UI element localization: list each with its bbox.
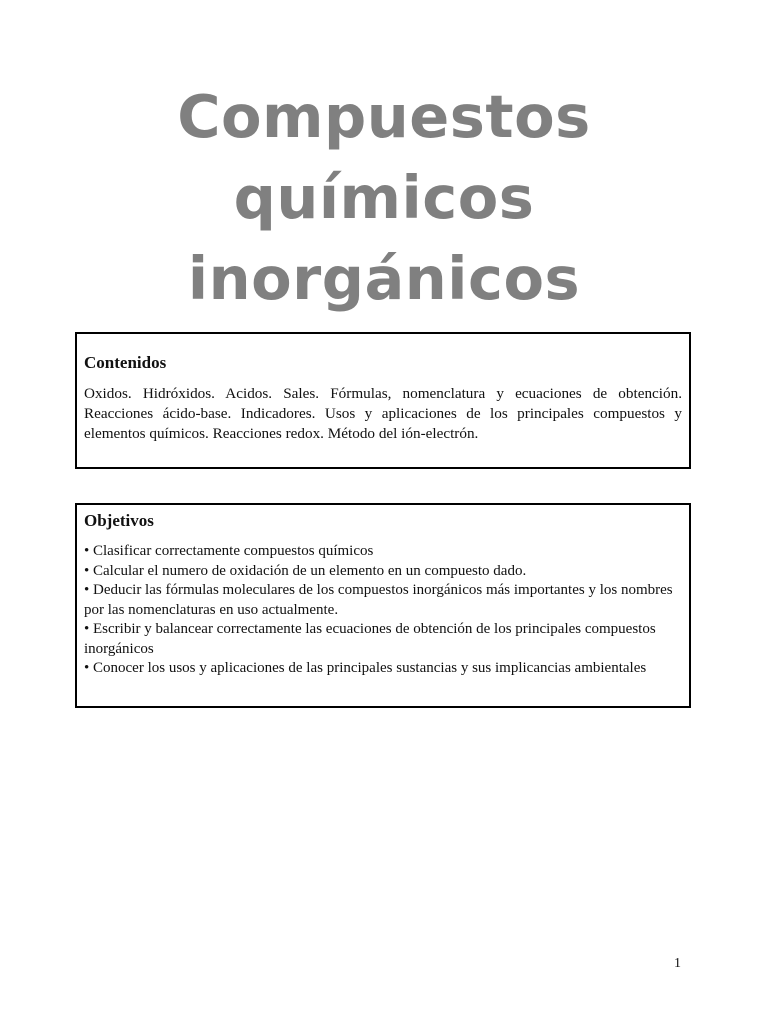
objetivo-item: • Clasificar correctamente compuestos químicos bbox=[84, 543, 374, 559]
contenidos-box bbox=[75, 332, 691, 469]
objetivo-item: • Deducir las fórmulas moleculares de los compuestos inorgánicos más importantes y los nombres por las nomenclaturas en uso actualmente. bbox=[84, 582, 673, 618]
objetivo-item: • Calcular el numero de oxidación de un elemento en un compuesto dado. bbox=[84, 562, 527, 579]
title-line-1: Compuestos bbox=[177, 82, 591, 151]
objetivo-item: • Escribir y balancear correctamente las ecuaciones de obtención de los principales compuestos inorgánicos bbox=[84, 621, 656, 657]
objetivos-box bbox=[75, 503, 691, 708]
document-title bbox=[0, 76, 768, 319]
title-line-3: inorgánicos bbox=[187, 244, 581, 313]
objetivos-heading: Objetivos bbox=[84, 511, 154, 530]
title-line-2: químicos bbox=[233, 163, 535, 232]
objetivo-item: • Conocer los usos y aplicaciones de las principales sustancias y sus implicancias ambientales bbox=[84, 660, 647, 676]
contenidos-heading: Contenidos bbox=[84, 353, 167, 372]
contenidos-text: Oxidos. Hidróxidos. Acidos. Sales. Fórmulas, nomenclatura y ecuaciones de obtención. Reacciones ácido-base. Indicadores. Usos y aplicaciones de los principales compuestos y elementos químicos. Reacciones redox. Método del ión-electrón. bbox=[84, 385, 682, 442]
page-number: 1 bbox=[674, 956, 681, 971]
objetivos-list bbox=[84, 542, 682, 679]
